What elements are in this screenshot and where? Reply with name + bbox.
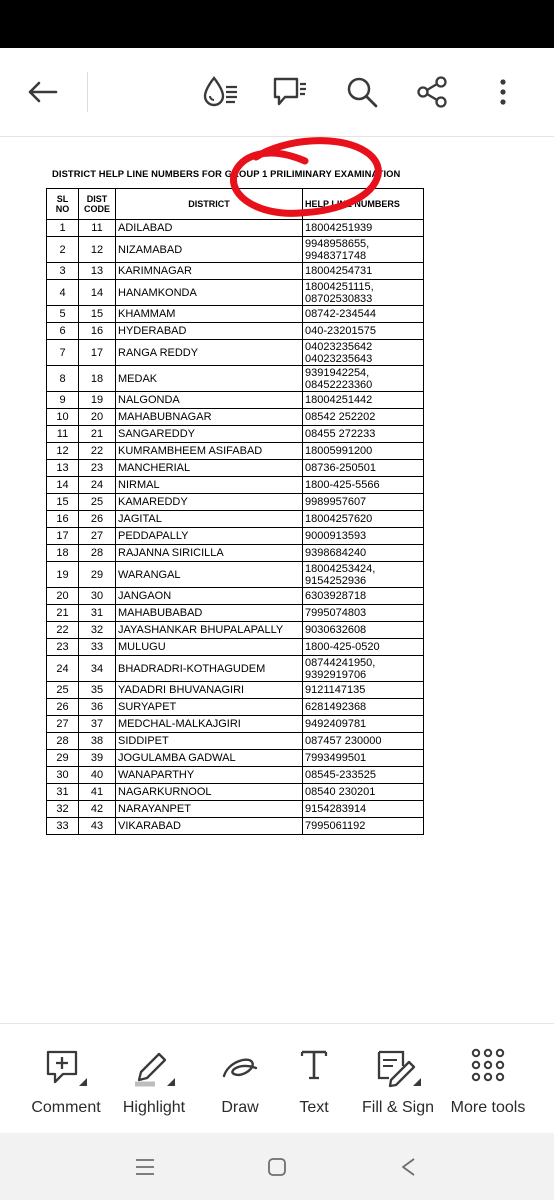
fill-sign-label: Fill & Sign [361, 1099, 435, 1116]
cell-helpline: 18004253424, 9154252936 [303, 562, 424, 588]
cell-sl-no: 2 [47, 237, 79, 263]
cell-sl-no: 10 [47, 409, 79, 426]
comment-add-icon [41, 1048, 91, 1088]
back-nav-button[interactable] [394, 1153, 424, 1181]
cell-dist-code: 35 [79, 682, 116, 699]
cell-sl-no: 12 [47, 443, 79, 460]
cell-dist-code: 34 [79, 656, 116, 682]
liquid-mode-button[interactable] [201, 72, 241, 112]
cell-dist-code: 33 [79, 639, 116, 656]
cell-dist-code: 29 [79, 562, 116, 588]
table-row [47, 767, 424, 784]
table-row [47, 588, 424, 605]
cell-district: MEDAK [116, 366, 303, 392]
cell-helpline: 087457 230000 [303, 733, 424, 750]
cell-dist-code: 16 [79, 323, 116, 340]
cell-district: MAHABUBABAD [116, 605, 303, 622]
cell-sl-no: 19 [47, 562, 79, 588]
cell-sl-no: 27 [47, 716, 79, 733]
cell-dist-code: 38 [79, 733, 116, 750]
cell-district: RANGA REDDY [116, 340, 303, 366]
cell-helpline: 9948958655, 9948371748 [303, 237, 424, 263]
toolbar-divider [87, 72, 88, 112]
cell-helpline: 18004251442 [303, 392, 424, 409]
cell-district: SURYAPET [116, 699, 303, 716]
header-helpline: HELP LINE NUMBERS [303, 189, 424, 220]
bottom-toolbar [0, 1023, 554, 1134]
cell-helpline: 9154283914 [303, 801, 424, 818]
cell-helpline: 7995061192 [303, 818, 424, 835]
table-row [47, 784, 424, 801]
cell-dist-code: 20 [79, 409, 116, 426]
table-row [47, 801, 424, 818]
draw-squiggle-icon [220, 1048, 260, 1088]
cell-dist-code: 25 [79, 494, 116, 511]
cell-dist-code: 24 [79, 477, 116, 494]
cell-sl-no: 3 [47, 263, 79, 280]
table-row [47, 682, 424, 699]
table-row [47, 426, 424, 443]
table-row [47, 511, 424, 528]
cell-helpline: 18004251115, 08702530833 [303, 280, 424, 306]
table-row [47, 818, 424, 835]
share-icon [415, 75, 449, 109]
cell-district: HYDERABAD [116, 323, 303, 340]
cell-helpline: 040-23201575 [303, 323, 424, 340]
table-row [47, 562, 424, 588]
table-row [47, 656, 424, 682]
table-row [47, 477, 424, 494]
more-tools-tool[interactable] [448, 1048, 528, 1117]
highlight-tool[interactable] [118, 1048, 190, 1117]
cell-sl-no: 30 [47, 767, 79, 784]
draw-tool[interactable] [210, 1048, 270, 1117]
back-button[interactable] [22, 72, 62, 112]
cell-sl-no: 14 [47, 477, 79, 494]
comment-tool[interactable] [30, 1048, 102, 1117]
cell-district: RAJANNA SIRICILLA [116, 545, 303, 562]
cell-helpline: 1800-425-5566 [303, 477, 424, 494]
cell-helpline: 9391942254, 08452223360 [303, 366, 424, 392]
table-row [47, 622, 424, 639]
cell-district: KARIMNAGAR [116, 263, 303, 280]
cell-dist-code: 39 [79, 750, 116, 767]
cell-dist-code: 19 [79, 392, 116, 409]
cell-helpline: 9121147135 [303, 682, 424, 699]
share-button[interactable] [412, 72, 452, 112]
cell-helpline: 9000913593 [303, 528, 424, 545]
home-button[interactable] [262, 1153, 292, 1181]
cell-district: JAYASHANKAR BHUPALAPALLY [116, 622, 303, 639]
table-row [47, 750, 424, 767]
table-row [47, 323, 424, 340]
top-toolbar [0, 48, 554, 137]
more-tools-label: More tools [450, 1099, 526, 1116]
cell-helpline: 08542 252202 [303, 409, 424, 426]
search-icon [345, 75, 379, 109]
cell-dist-code: 36 [79, 699, 116, 716]
cell-helpline: 7995074803 [303, 605, 424, 622]
table-row [47, 528, 424, 545]
home-icon [266, 1156, 288, 1178]
cell-sl-no: 33 [47, 818, 79, 835]
status-bar [0, 0, 554, 48]
cell-district: JAGITAL [116, 511, 303, 528]
cell-helpline: 1800-425-0520 [303, 639, 424, 656]
cell-district: YADADRI BHUVANAGIRI [116, 682, 303, 699]
cell-dist-code: 17 [79, 340, 116, 366]
cell-district: MULUGU [116, 639, 303, 656]
cell-helpline: 7993499501 [303, 750, 424, 767]
cell-helpline: 6303928718 [303, 588, 424, 605]
table-header-row [47, 189, 424, 220]
cell-dist-code: 22 [79, 443, 116, 460]
cell-helpline: 08455 272233 [303, 426, 424, 443]
cell-dist-code: 18 [79, 366, 116, 392]
cell-district: SANGAREDDY [116, 426, 303, 443]
cell-helpline: 08545-233525 [303, 767, 424, 784]
table-row [47, 716, 424, 733]
cell-sl-no: 8 [47, 366, 79, 392]
table-row [47, 639, 424, 656]
back-triangle-icon [398, 1156, 420, 1178]
cell-district: HANAMKONDA [116, 280, 303, 306]
text-t-icon [298, 1048, 330, 1088]
more-options-button[interactable] [483, 72, 523, 112]
cell-sl-no: 15 [47, 494, 79, 511]
cell-sl-no: 6 [47, 323, 79, 340]
cell-dist-code: 27 [79, 528, 116, 545]
cell-helpline: 18005991200 [303, 443, 424, 460]
cell-district: WANAPARTHY [116, 767, 303, 784]
cell-dist-code: 41 [79, 784, 116, 801]
cell-district: PEDDAPALLY [116, 528, 303, 545]
cell-helpline: 9492409781 [303, 716, 424, 733]
cell-dist-code: 42 [79, 801, 116, 818]
cell-sl-no: 29 [47, 750, 79, 767]
cell-district: JANGAON [116, 588, 303, 605]
cell-dist-code: 23 [79, 460, 116, 477]
header-district: DISTRICT [116, 189, 303, 220]
cell-helpline: 08744241950, 9392919706 [303, 656, 424, 682]
table-row [47, 443, 424, 460]
cell-dist-code: 28 [79, 545, 116, 562]
cell-helpline: 9989957607 [303, 494, 424, 511]
cell-helpline: 18004254731 [303, 263, 424, 280]
cell-district: MANCHERIAL [116, 460, 303, 477]
cell-sl-no: 13 [47, 460, 79, 477]
cell-dist-code: 15 [79, 306, 116, 323]
highlight-label: Highlight [122, 1099, 186, 1116]
table-row [47, 237, 424, 263]
cell-sl-no: 7 [47, 340, 79, 366]
cell-district: JOGULAMBA GADWAL [116, 750, 303, 767]
cell-sl-no: 18 [47, 545, 79, 562]
liquid-mode-icon [201, 75, 241, 109]
cell-district: KUMRAMBHEEM ASIFABAD [116, 443, 303, 460]
table-row [47, 220, 424, 237]
comments-button[interactable] [270, 72, 310, 112]
cell-helpline: 18004251939 [303, 220, 424, 237]
cell-sl-no: 4 [47, 280, 79, 306]
cell-district: KAMAREDDY [116, 494, 303, 511]
cell-district: NALGONDA [116, 392, 303, 409]
cell-district: ADILABAD [116, 220, 303, 237]
cell-helpline: 9398684240 [303, 545, 424, 562]
cell-sl-no: 5 [47, 306, 79, 323]
table-row [47, 699, 424, 716]
cell-dist-code: 37 [79, 716, 116, 733]
cell-sl-no: 31 [47, 784, 79, 801]
cell-dist-code: 21 [79, 426, 116, 443]
cell-helpline: 18004257620 [303, 511, 424, 528]
fill-sign-tool[interactable] [358, 1048, 438, 1117]
cell-sl-no: 32 [47, 801, 79, 818]
table-row [47, 494, 424, 511]
cell-dist-code: 12 [79, 237, 116, 263]
cell-helpline: 08742-234544 [303, 306, 424, 323]
table-row [47, 545, 424, 562]
cell-sl-no: 20 [47, 588, 79, 605]
table-row [47, 460, 424, 477]
table-row [47, 392, 424, 409]
cell-dist-code: 31 [79, 605, 116, 622]
cell-district: SIDDIPET [116, 733, 303, 750]
cell-sl-no: 17 [47, 528, 79, 545]
recent-apps-icon [134, 1156, 156, 1178]
comment-label: Comment [31, 1099, 101, 1116]
cell-dist-code: 14 [79, 280, 116, 306]
cell-helpline: 04023235642 04023235643 [303, 340, 424, 366]
cell-district: MAHABUBNAGAR [116, 409, 303, 426]
table-row [47, 605, 424, 622]
cell-sl-no: 22 [47, 622, 79, 639]
table-row [47, 409, 424, 426]
document-title: DISTRICT HELP LINE NUMBERS FOR GROUP 1 PRILIMINARY EXAMINATION [52, 168, 401, 179]
table-row [47, 733, 424, 750]
cell-district: MEDCHAL-MALKAJGIRI [116, 716, 303, 733]
cell-district: NAGARKURNOOL [116, 784, 303, 801]
cell-sl-no: 25 [47, 682, 79, 699]
grid-dots-icon [471, 1048, 505, 1082]
cell-district: NARAYANPET [116, 801, 303, 818]
header-dist-code: DIST CODE [79, 189, 116, 220]
cell-dist-code: 26 [79, 511, 116, 528]
cell-district: BHADRADRI-KOTHAGUDEM [116, 656, 303, 682]
cell-dist-code: 13 [79, 263, 116, 280]
more-vertical-icon [497, 77, 509, 107]
cell-helpline: 9030632608 [303, 622, 424, 639]
cell-dist-code: 30 [79, 588, 116, 605]
cell-sl-no: 24 [47, 656, 79, 682]
cell-district: NIZAMABAD [116, 237, 303, 263]
comments-icon [271, 75, 309, 109]
cell-district: NIRMAL [116, 477, 303, 494]
draw-label: Draw [221, 1099, 259, 1116]
cell-sl-no: 1 [47, 220, 79, 237]
back-arrow-icon [26, 80, 58, 104]
table-row [47, 263, 424, 280]
table-row [47, 340, 424, 366]
cell-sl-no: 16 [47, 511, 79, 528]
cell-dist-code: 11 [79, 220, 116, 237]
cell-dist-code: 43 [79, 818, 116, 835]
pdf-page [0, 137, 554, 1023]
cell-sl-no: 9 [47, 392, 79, 409]
cell-sl-no: 28 [47, 733, 79, 750]
text-tool[interactable] [288, 1048, 340, 1117]
cell-dist-code: 40 [79, 767, 116, 784]
highlighter-icon [129, 1048, 179, 1088]
system-nav-bar [0, 1133, 554, 1200]
cell-sl-no: 11 [47, 426, 79, 443]
cell-district: KHAMMAM [116, 306, 303, 323]
helpline-table [46, 188, 424, 835]
cell-helpline: 6281492368 [303, 699, 424, 716]
cell-district: VIKARABAD [116, 818, 303, 835]
recent-apps-button[interactable] [130, 1153, 160, 1181]
text-label: Text [299, 1099, 329, 1116]
table-row [47, 366, 424, 392]
fill-sign-icon [371, 1048, 425, 1088]
cell-helpline: 08736-250501 [303, 460, 424, 477]
cell-sl-no: 23 [47, 639, 79, 656]
table-row [47, 306, 424, 323]
header-sl-no: SL NO [47, 189, 79, 220]
cell-helpline: 08540 230201 [303, 784, 424, 801]
cell-sl-no: 26 [47, 699, 79, 716]
cell-district: WARANGAL [116, 562, 303, 588]
search-button[interactable] [342, 72, 382, 112]
cell-sl-no: 21 [47, 605, 79, 622]
cell-dist-code: 32 [79, 622, 116, 639]
table-row [47, 280, 424, 306]
